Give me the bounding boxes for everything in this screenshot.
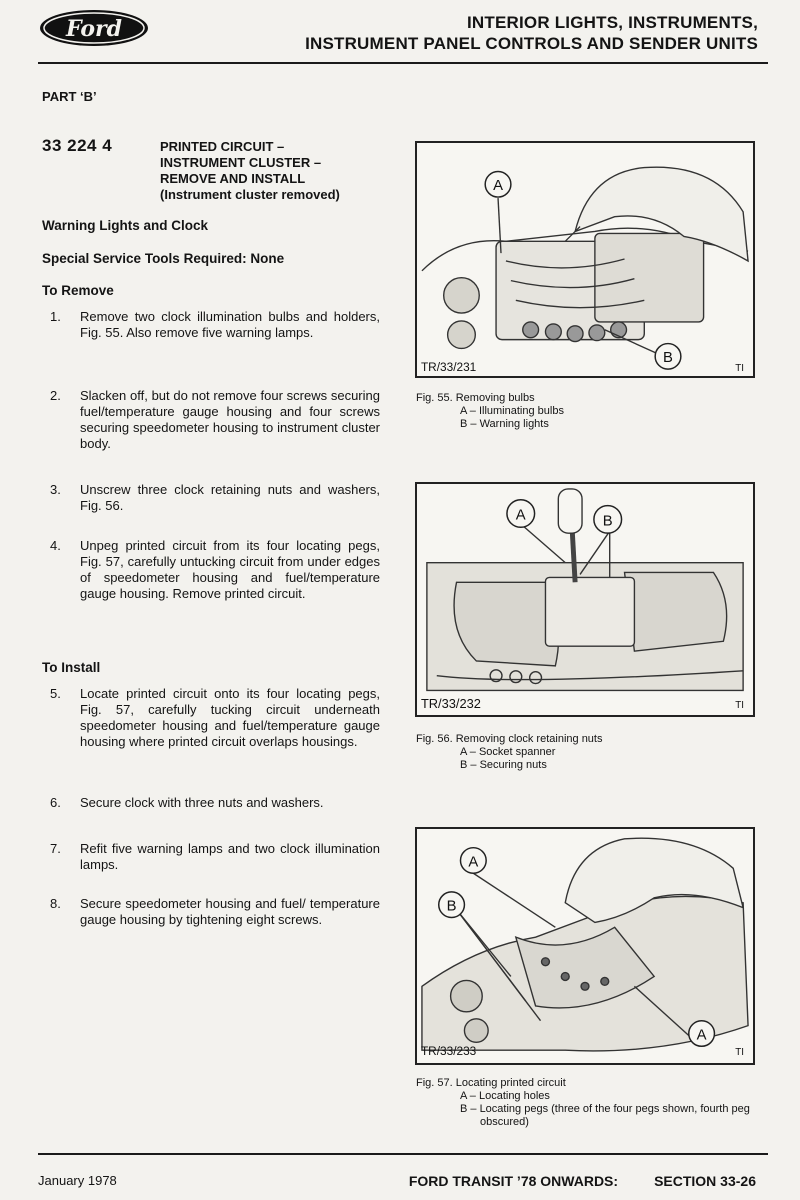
caption-title: Fig. 57. Locating printed circuit (416, 1077, 566, 1089)
figure-mark: TI (735, 700, 744, 712)
caption-item: A – Illuminating bulbs (460, 405, 564, 417)
section-title-line: (Instrument cluster removed) (160, 187, 340, 202)
figure-mark: TI (735, 1047, 744, 1059)
callout-b: B (663, 350, 673, 367)
callout-a: A (468, 854, 479, 871)
step-text: Locate printed circuit onto its four locating pegs, Fig. 57, carefully tucking circuit underneath speedometer housing and fuel/temperature gauge housing where printed circuit overlaps housings. (80, 686, 380, 749)
step-text: Unscrew three clock retaining nuts and washers, Fig. 56. (80, 482, 380, 513)
header-title-line1: INTERIOR LIGHTS, INSTRUMENTS, (466, 13, 758, 32)
figure-ref: TR/33/233 (420, 1044, 477, 1059)
callout-a: A (696, 1027, 707, 1044)
subheading-to-remove: To Remove (42, 283, 114, 298)
figure-57-illustration (415, 827, 755, 1065)
footer-right (373, 1173, 756, 1189)
step-text: Secure clock with three nuts and washers. (80, 795, 324, 810)
section-number: 33 224 4 (42, 136, 113, 155)
step-number: 7. (50, 841, 61, 856)
section-title-line: REMOVE AND INSTALL (160, 171, 306, 186)
figure-55-illustration (415, 141, 755, 378)
section-title-line: INSTRUMENT CLUSTER – (160, 155, 322, 170)
header-title-line2: INSTRUMENT PANEL CONTROLS AND SENDER UNITS (305, 34, 758, 53)
caption-item: A – Locating holes (460, 1090, 550, 1102)
section-title (160, 139, 340, 203)
callout-a: A (493, 178, 503, 195)
figure-56-caption (416, 733, 602, 772)
step-text: Unpeg printed circuit from its four locating pegs, Fig. 57, carefully untucking circuit from under edges of speedometer housing and fuel/temperature gauge housing. Remove printed circuit. (80, 538, 380, 601)
subheading-warning-lights: Warning Lights and Clock (42, 218, 209, 233)
caption-item: A – Socket spanner (460, 746, 556, 758)
caption-title: Fig. 55. Removing bulbs (416, 392, 535, 404)
step-text: Refit five warning lamps and two clock illumination lamps. (80, 841, 380, 872)
figure-56-illustration (415, 482, 755, 717)
footer-publication: FORD TRANSIT ’78 ONWARDS: (408, 1173, 619, 1189)
step-number: 1. (50, 309, 61, 324)
step-text: Remove two clock illumination bulbs and holders, Fig. 55. Also remove five warning lamps. (80, 309, 380, 340)
figure-mark: TI (735, 363, 744, 375)
step-number: 4. (50, 538, 61, 553)
callout-b: B (602, 513, 613, 530)
callout-a: A (515, 507, 526, 524)
page-header-title (305, 12, 758, 54)
step-text: Slacken off, but do not remove four screws securing fuel/temperature gauge housing and four screws securing speedometer housing to instrument cluster body. (80, 388, 380, 451)
footer-date: January 1978 (38, 1173, 117, 1188)
step-number: 2. (50, 388, 61, 403)
section-title-line: PRINTED CIRCUIT – (160, 139, 285, 154)
step-text: Secure speedometer housing and fuel/ temperature gauge housing by tightening eight screws. (80, 896, 380, 927)
step-number: 5. (50, 686, 61, 701)
footer-divider (38, 1153, 768, 1155)
caption-item: B – Securing nuts (460, 759, 547, 771)
figure-57-caption (416, 1077, 761, 1129)
caption-item: B – Warning lights (460, 418, 549, 430)
caption-item: B – Locating pegs (three of the four pegs shown, fourth peg obscured) (460, 1103, 750, 1128)
callout-b: B (446, 898, 457, 915)
footer-section: SECTION 33-26 (654, 1173, 756, 1189)
ford-logo (38, 8, 150, 48)
step-number: 8. (50, 896, 61, 911)
step-number: 3. (50, 482, 61, 497)
caption-title: Fig. 56. Removing clock retaining nuts (416, 733, 603, 745)
subheading-to-install: To Install (42, 660, 101, 675)
header-divider (38, 62, 768, 64)
step-number: 6. (50, 795, 61, 810)
part-label: PART ‘B’ (42, 89, 97, 104)
figure-55-caption (416, 392, 564, 431)
figure-ref: TR/33/232 (420, 696, 481, 712)
subheading-service-tools: Special Service Tools Required: None (42, 251, 285, 266)
logo-wordmark: Ford (65, 16, 123, 42)
figure-ref: TR/33/231 (420, 360, 477, 375)
